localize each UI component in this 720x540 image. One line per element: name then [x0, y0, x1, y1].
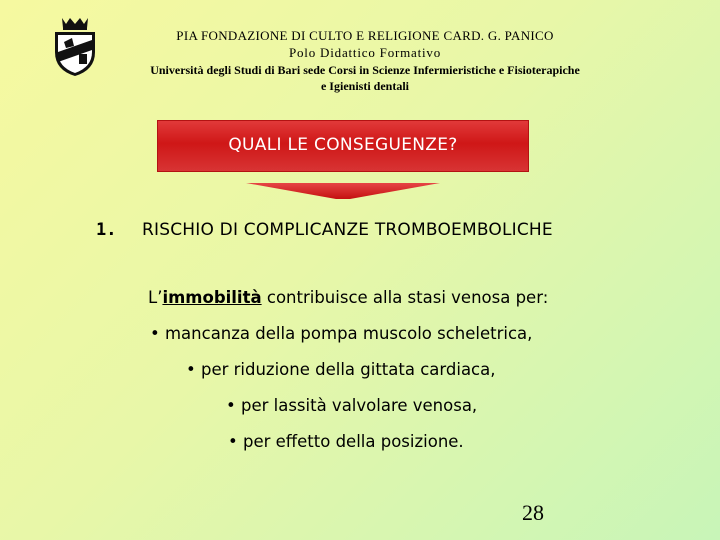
intro-emphasis: immobilità: [162, 288, 262, 307]
intro-sentence: [148, 288, 548, 307]
banner-title: QUALI LE CONSEGUENZE?: [228, 135, 458, 155]
page-number: 28: [522, 500, 544, 525]
bullet-item: • per effetto della posizione.: [228, 432, 464, 451]
bullet-item: • mancanza della pompa muscolo scheletrica,: [150, 324, 533, 343]
bullet-item: • per riduzione della gittata cardiaca,: [186, 360, 496, 379]
header-university-cont: e Igienisti dentali: [320, 79, 409, 93]
intro-rest: contribuisce alla stasi venosa per:: [261, 288, 549, 307]
header-university: Università degli Studi di Bari sede Corsi in Scienze Infermieristiche e Fisioterapiche: [150, 63, 580, 77]
question-banner: [157, 120, 529, 172]
bullet-item: • per lassità valvolare venosa,: [226, 396, 478, 415]
institution-header: [100, 28, 630, 94]
section-number: 1.: [96, 220, 117, 240]
intro-prefix: L’: [148, 288, 163, 307]
header-foundation-name: PIA FONDAZIONE DI CULTO E RELIGIONE CARD. G. PANICO: [176, 28, 554, 43]
section-title: RISCHIO DI COMPLICANZE TROMBOEMBOLICHE: [142, 220, 553, 240]
crowned-shield-logo-icon: [52, 16, 98, 78]
header-polo: Polo Didattico Formativo: [288, 45, 442, 60]
down-arrow-icon: [246, 182, 440, 200]
